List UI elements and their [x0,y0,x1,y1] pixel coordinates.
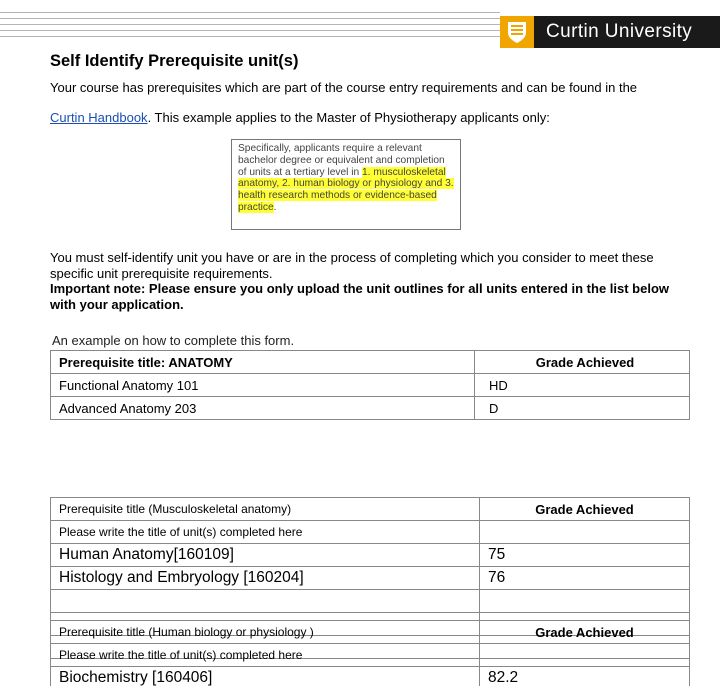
example-caption: An example on how to complete this form. [52,333,295,348]
instruction-row [51,644,690,667]
excerpt-highlight: 1. musculoskeletal anatomy, 2. human biology or physiology and 3. health research methods or evidence-based practice [238,166,454,213]
example-table [50,350,690,420]
grade-cell[interactable] [480,590,690,613]
grade-cell[interactable]: 75 [480,544,690,567]
table-row [51,590,690,613]
header-cell-title: Prerequisite title (Musculoskeletal anatomy) [51,498,480,521]
instructions-text: You must self-identify unit you have or are in the process of completing which you consider to meet these specific unit prerequisite requirements. [50,250,654,281]
table-row [51,544,690,567]
human-biology-table [50,620,690,686]
university-name: Curtin University [534,16,720,48]
grade-input-cell[interactable] [480,521,690,544]
excerpt-end: . [273,201,277,213]
instruction-cell: Please write the title of unit(s) completed here [51,521,480,544]
instruction-cell: Please write the title of unit(s) completed here [51,644,480,667]
header-cell-grade: Grade Achieved [480,621,690,644]
curtin-shield-icon [500,16,534,48]
curtin-handbook-link[interactable]: Curtin Handbook [50,110,148,125]
table-header-row [51,498,690,521]
unit-title-cell[interactable]: Histology and Embryology [160204] [51,567,480,590]
grade-cell: HD [475,374,690,397]
grade-input-cell[interactable] [480,644,690,667]
table-row [51,667,690,686]
handbook-excerpt [231,139,461,230]
page-title: Self Identify Prerequisite unit(s) [50,52,299,70]
grade-cell[interactable]: 76 [480,567,690,590]
header-cell-grade: Grade Achieved [480,498,690,521]
unit-title-cell: Functional Anatomy 101 [51,374,475,397]
unit-title-cell[interactable] [51,590,480,613]
unit-title-cell[interactable]: Human Anatomy[160109] [51,544,480,567]
grade-cell: D [475,397,690,420]
table-header-row [51,621,690,644]
unit-title-cell[interactable]: Biochemistry [160406] [51,667,480,686]
table-row [51,374,690,397]
header-cell-title: Prerequisite title: ANATOMY [51,351,475,374]
unit-title-cell: Advanced Anatomy 203 [51,397,475,420]
intro-line-1: Your course has prerequisites which are part of the course entry requirements and can be found in the [50,80,638,95]
intro-line-2 [50,110,690,125]
table-row [51,397,690,420]
header-rule-lines [0,12,500,40]
header-cell-grade: Grade Achieved [475,351,690,374]
intro-line-2-text: . This example applies to the Master of Physiotherapy applicants only: [147,110,550,125]
instructions [50,250,690,312]
header-cell-title: Prerequisite title (Human biology or physiology ) [51,621,480,644]
curtin-brand [500,16,720,48]
table-row [51,567,690,590]
instruction-row [51,521,690,544]
important-note: Important note: Please ensure you only upload the unit outlines for all units entered in the list below with your application. [50,281,670,312]
grade-cell[interactable]: 82.2 [480,667,690,686]
table-header-row [51,351,690,374]
excerpt-text: Specifically, applicants require a relevant bachelor degree or equivalent and completion of units at a tertiary level in [238,143,445,178]
